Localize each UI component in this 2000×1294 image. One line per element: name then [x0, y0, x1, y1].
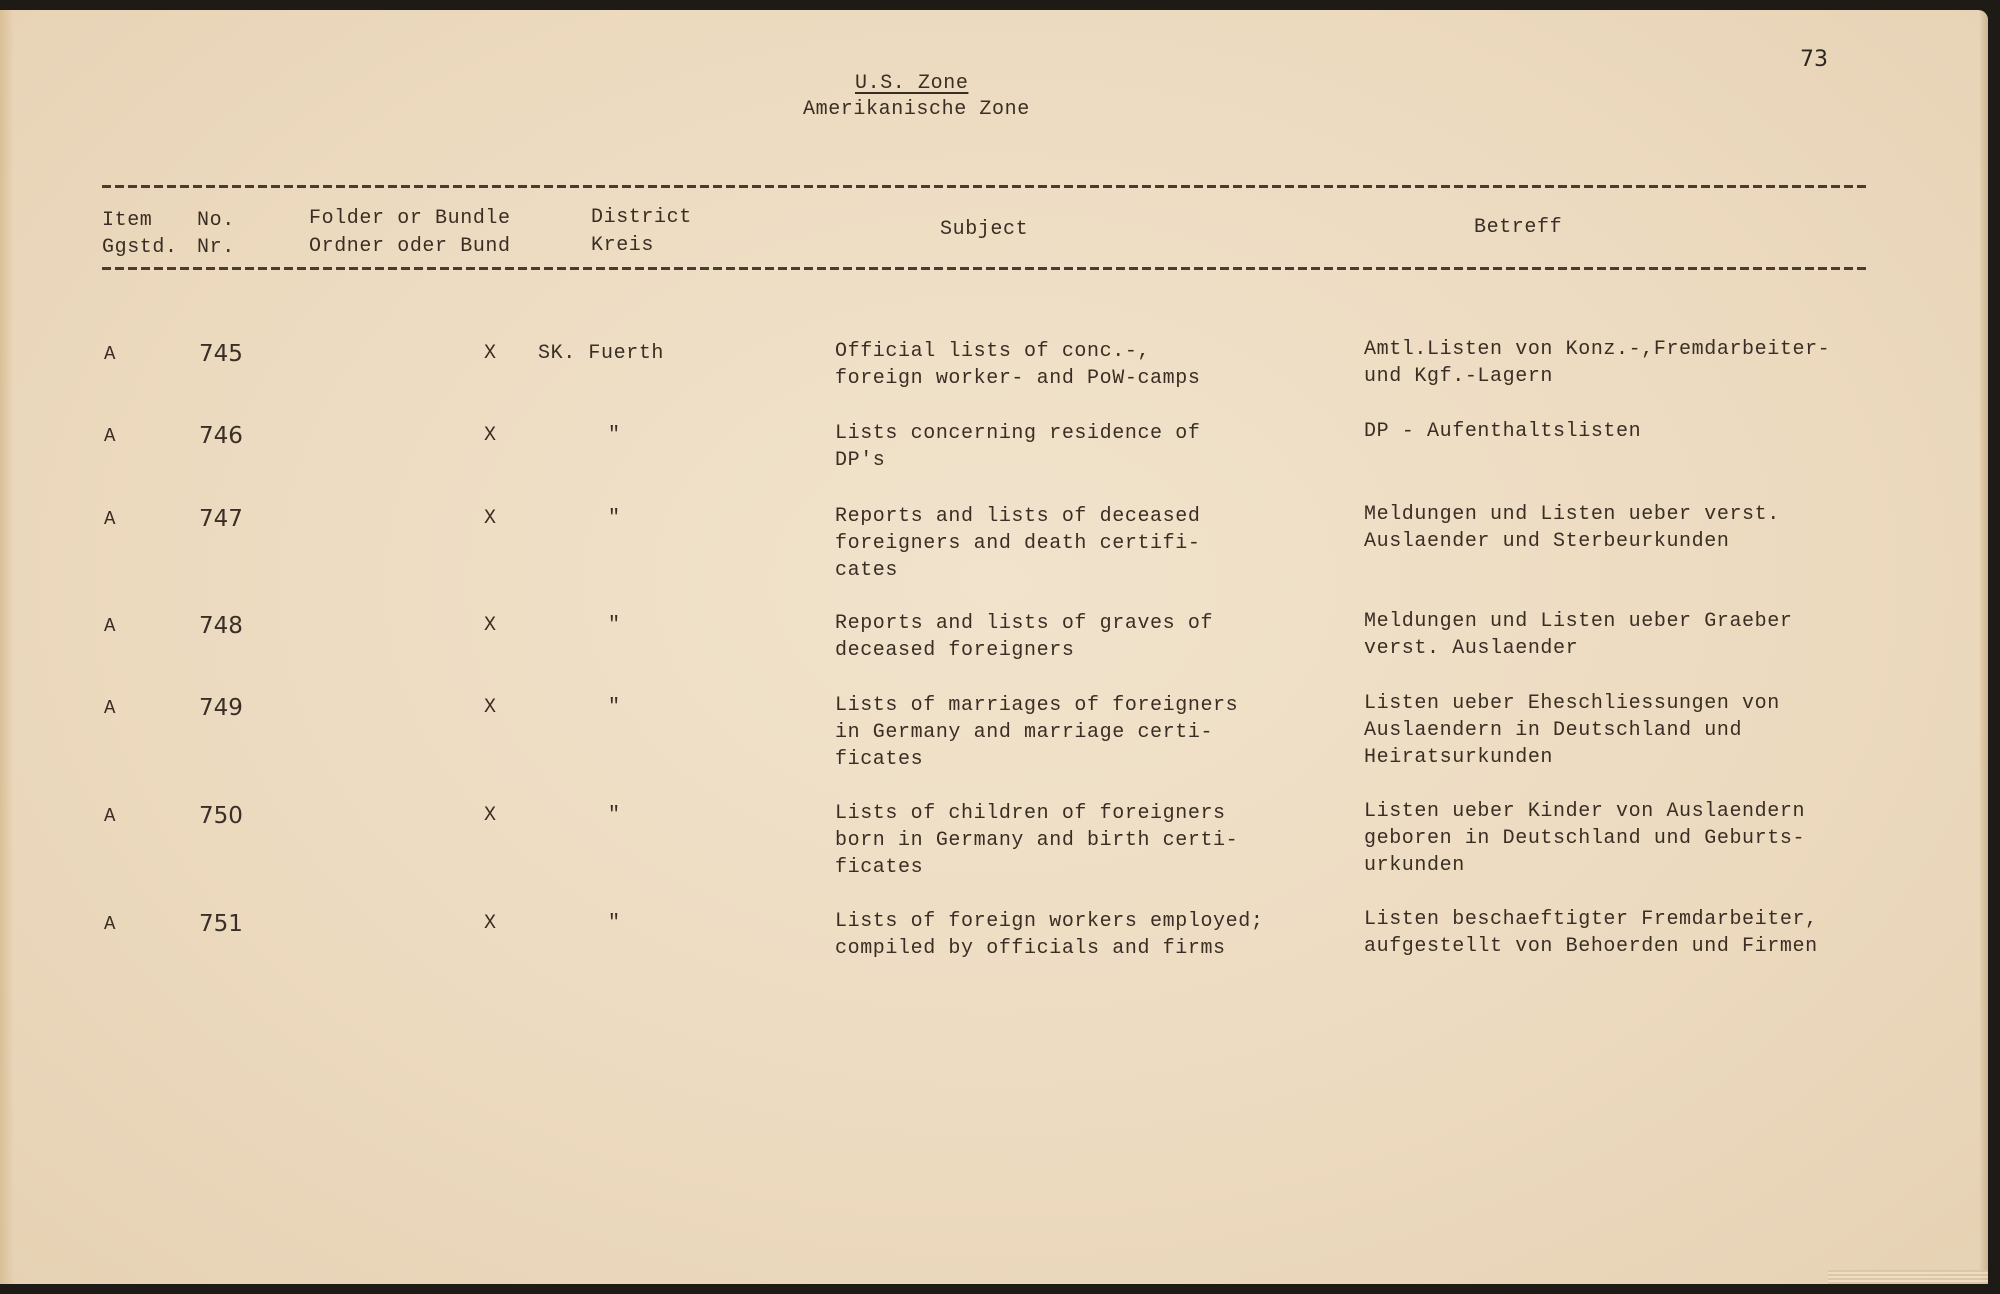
betreff-cell: Listen ueber Eheschliessungen von Auslaendern in Deutschland und Heiratsurkunden — [1364, 692, 1780, 769]
header-folder: Folder or Bundle — [309, 207, 511, 230]
subject-cell: Lists concerning residence of DP's — [835, 422, 1201, 472]
number-cell: 748 — [199, 613, 243, 639]
folder-mark-cell: X — [484, 804, 497, 827]
folder-mark-cell: X — [484, 507, 497, 530]
betreff-cell: Amtl.Listen von Konz.-,Fremdarbeiter- und Kgf.-Lagern — [1364, 338, 1831, 388]
item-cell: A — [104, 913, 117, 935]
header-item-de: Ggstd. — [102, 236, 178, 259]
betreff-cell: Meldungen und Listen ueber Graeber verst. Auslaender — [1364, 610, 1793, 660]
subject-cell: Reports and lists of deceased foreigners and death certifi- cates — [835, 505, 1201, 582]
item-cell: A — [104, 425, 117, 447]
header-folder-de: Ordner oder Bund — [309, 235, 511, 258]
subject-cell: Lists of marriages of foreigners in Germany and marriage certi- ficates — [835, 694, 1239, 771]
page-number: 73 — [1800, 47, 1828, 72]
folder-mark-cell: X — [484, 424, 497, 447]
header-betreff: Betreff — [1474, 216, 1563, 239]
district-cell: " — [608, 507, 621, 530]
district-cell: " — [608, 804, 621, 827]
betreff-cell: Listen ueber Kinder von Auslaendern geboren in Deutschland und Geburts- urkunden — [1364, 800, 1806, 877]
folder-mark-cell: X — [484, 614, 497, 637]
header-district-de: Kreis — [591, 234, 655, 257]
document-title: U.S. Zone — [855, 72, 969, 95]
betreff-cell: Listen beschaeftigter Fremdarbeiter, aufgestellt von Behoerden und Firmen — [1364, 908, 1818, 958]
item-cell: A — [104, 697, 117, 719]
item-cell: A — [104, 508, 117, 530]
folder-mark-cell: X — [484, 342, 497, 365]
district-cell: " — [608, 696, 621, 719]
header-district: District — [591, 206, 692, 229]
number-cell: 751 — [199, 911, 243, 937]
folder-mark-cell: X — [484, 696, 497, 719]
item-cell: A — [104, 615, 117, 637]
page-binding-shadow — [0, 10, 14, 1284]
district-cell: " — [608, 424, 621, 447]
district-cell: SK. Fuerth — [538, 342, 665, 365]
number-cell: 747 — [199, 506, 243, 532]
number-cell: 749 — [199, 695, 243, 721]
item-cell: A — [104, 343, 117, 365]
header-item: Item — [102, 209, 153, 232]
number-cell: 745 — [199, 341, 243, 367]
subject-cell: Reports and lists of graves of deceased foreigners — [835, 612, 1214, 662]
district-cell: " — [608, 614, 621, 637]
number-cell: 746 — [199, 423, 243, 449]
header-rule-bottom — [102, 267, 1870, 270]
header-no: No. — [197, 209, 235, 232]
betreff-cell: DP - Aufenthaltslisten — [1364, 420, 1642, 443]
item-cell: A — [104, 805, 117, 827]
betreff-cell: Meldungen und Listen ueber verst. Auslaender und Sterbeurkunden — [1364, 503, 1780, 553]
header-rule-top — [102, 185, 1870, 188]
document-subtitle: Amerikanische Zone — [803, 98, 1030, 121]
page-edge — [1980, 10, 1988, 1284]
header-subject: Subject — [940, 218, 1029, 241]
folder-mark-cell: X — [484, 912, 497, 935]
subject-cell: Lists of foreign workers employed; compiled by officials and firms — [835, 910, 1264, 960]
page-stack-edge — [1828, 1270, 1988, 1284]
header-no-de: Nr. — [197, 236, 235, 259]
number-cell: 750 — [199, 803, 243, 829]
document-page — [0, 10, 1988, 1284]
subject-cell: Lists of children of foreigners born in Germany and birth certi- ficates — [835, 802, 1239, 879]
subject-cell: Official lists of conc.-, foreign worker- and PoW-camps — [835, 340, 1201, 390]
district-cell: " — [608, 912, 621, 935]
